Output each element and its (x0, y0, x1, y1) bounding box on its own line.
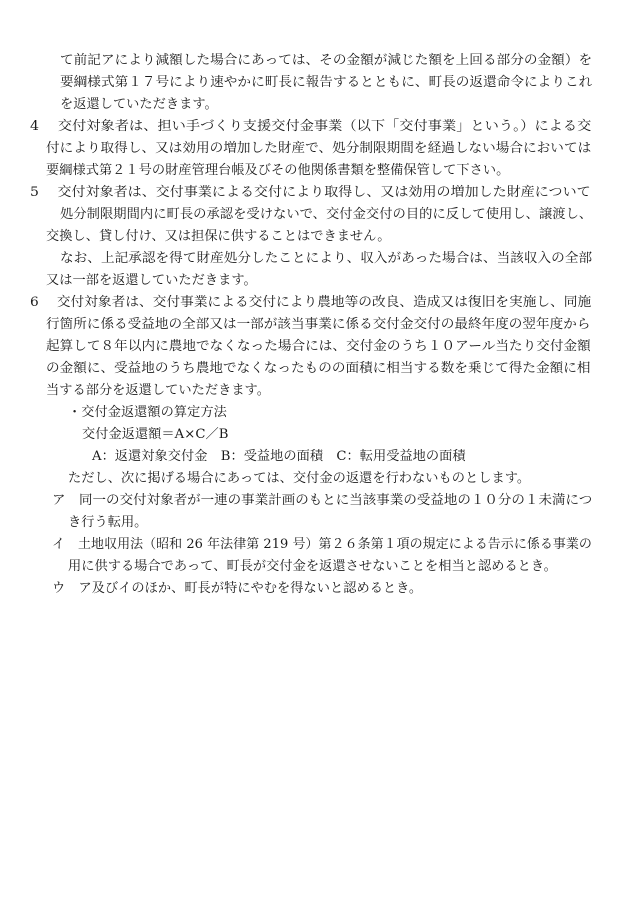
item-6-text: 6 交付対象者は、交付事業による交付により農地等の改良、造成又は復旧を実施し、同施 (30, 295, 592, 310)
text-line: なお、上記承認を得て財産処分したことにより、収入があった場合は、当該収入の全部 (60, 251, 593, 266)
text-line: 要綱様式第２１号の財産管理台帳及びその他関係書類を整備保管して下さい。 (46, 163, 510, 178)
text-line: 又は一部を返還していただきます。 (46, 273, 257, 288)
text-line: き行う転用。 (68, 515, 148, 530)
text-line: 当する部分を返還していただきます。 (46, 383, 270, 398)
formula-legend: A：返還対象交付金 B：受益地の面積 C：転用受益地の面積 (92, 449, 466, 464)
text-line: 要綱様式第１７号により速やかに町長に報告するとともに、町長の返還命令によりこれ (60, 75, 593, 90)
text-line: を返還していただきます。 (60, 97, 218, 112)
item-5-text: 5 交付対象者は、交付事業による交付により取得し、又は効用の増加した財産について (30, 185, 591, 200)
text-line: て前記アにより減額した場合にあっては、その金額が減じた額を上回る部分の金額）を (60, 53, 593, 68)
item-4-text: 4 交付対象者は、担い手づくり支援交付金事業（以下「交付事業」という。）による交 (30, 119, 592, 134)
exception-a-text: ア 同一の交付対象者が一連の事業計画のもとに当該事業の受益地の１０分の１未満につ (52, 493, 593, 508)
formula-line: 交付金返還額＝A×C／B (82, 427, 229, 442)
text-line: 付により取得し、又は効用の増加した財産で、処分制限期間を経過しない場合においては (46, 141, 592, 156)
text-line: ただし、次に掲げる場合にあっては、交付金の返還を行わないものとします。 (68, 471, 531, 486)
text-line: 起算して８年以内に農地でなくなった場合には、交付金のうち１０アール当たり交付金額 (46, 339, 591, 354)
text-line: 用に供する場合であって、町長が交付金を返還させないことを相当と認めるとき。 (68, 559, 557, 574)
text-line: の金額に、受益地のうち農地でなくなったものの面積に相当する数を乗じて得た金額に相 (46, 361, 591, 376)
formula-heading: ・交付金返還額の算定方法 (68, 405, 227, 420)
text-line: 処分制限期間内に町長の承認を受けないで、交付金交付の目的に反して使用し、譲渡し、 (60, 207, 593, 222)
exception-i-text: イ 土地収用法（昭和 26 年法律第 219 号）第２６条第１項の規定による告示に係る事業の (52, 537, 592, 552)
text-line: 行箇所に係る受益地の全部又は一部が該当事業に係る交付金交付の最終年度の翌年度から (46, 317, 591, 332)
text-line: 交換し、貸し付け、又は担保に供することはできません。 (46, 229, 391, 244)
exception-u-text: ウ ア及びイのほか、町長が特にやむを得ないと認めるとき。 (52, 581, 423, 596)
